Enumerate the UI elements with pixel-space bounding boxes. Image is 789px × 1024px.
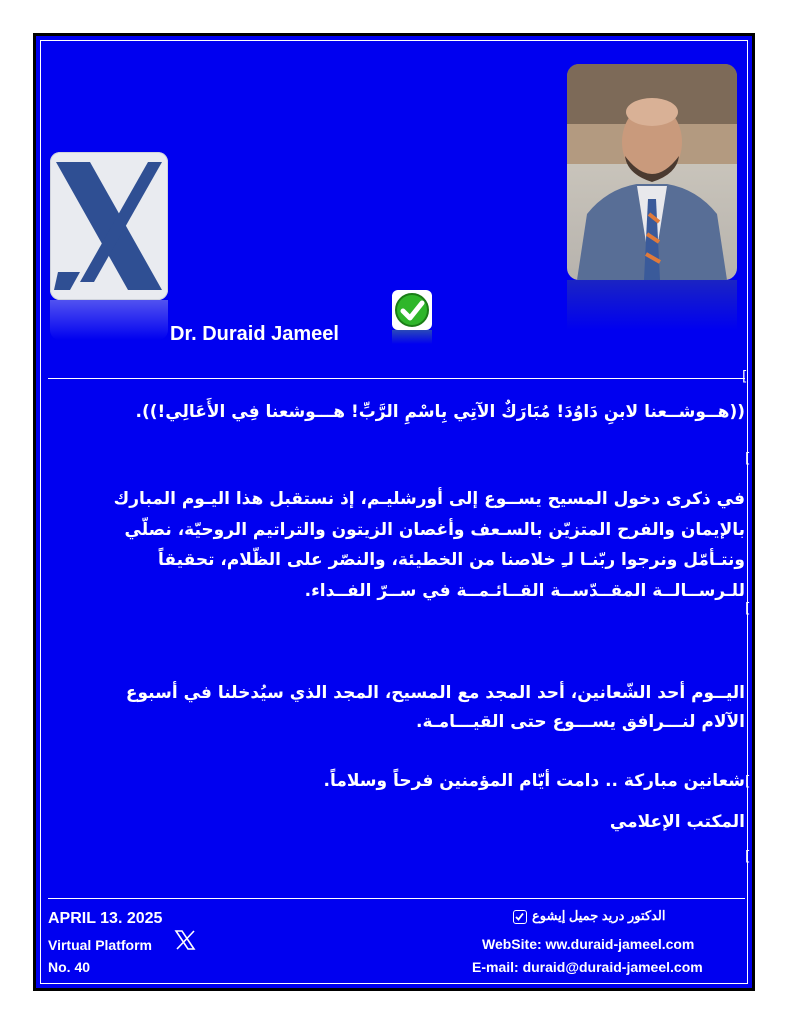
portrait-reflection xyxy=(567,280,737,330)
paragraph-line: في ذكرى دخول المسيح يســوع إلى أورشليـم، إذ نستقبل هذا اليـوم المبارك xyxy=(113,489,745,509)
paragraph-line: الآلام لنـــرافق يســـوع حتى القيـــامـة. xyxy=(416,712,745,732)
x-logo-reflection xyxy=(50,300,168,340)
marker-bracket: [ ] xyxy=(745,451,761,467)
bottom-divider xyxy=(48,898,745,899)
post-number: No. 40 xyxy=(48,959,91,975)
paragraph-2 xyxy=(45,679,745,737)
website-link[interactable]: WebSite: ww.duraid-jameel.com xyxy=(482,936,695,952)
post-date: APRIL 13. 2025 xyxy=(48,910,163,927)
paragraph-line: ونتـأمّل ونرجوا ربّنـا لـِ خلاصنا من الخطيئة، والنصّر على الظّلام، تحقيقاً xyxy=(158,550,745,570)
top-divider xyxy=(48,378,745,379)
paragraph-line: اليــوم أحد الشّعانين، أحد المجد مع المسيح، المجد الذي سيُدخلنا في أسبوع xyxy=(125,683,745,703)
paragraph-line: للـرســالــة المقــدّســة القــائـمــة في ســرّ الفــداء. xyxy=(304,580,745,601)
paragraph-1 xyxy=(45,484,745,606)
author-arabic-name: الدكتور دريد جميل إيشوع xyxy=(532,908,666,923)
checkbox-icon xyxy=(513,910,527,924)
greeting-text: شعانين مباركة .. دامت أيّام المؤمنين فرحاً وسلاماً. xyxy=(323,771,745,791)
x-logo-icon xyxy=(50,152,168,300)
marker-bracket: [ xyxy=(745,601,751,617)
quote-text: ((هــوشــعنا لابنِ دَاوُدَ! مُبَارَكٌ الآتِي بِاسْمِ الرَّبِّ! هـــوشعنا فِي الأَعَالِي!)). xyxy=(135,402,745,422)
paragraph-line: بالإيمان والفرح المتزيّن بالسـعف وأغصان الزيتون والتراتيم الروحيّة، نصلّي xyxy=(124,519,745,540)
email-link[interactable]: E-mail: duraid@duraid-jameel.com xyxy=(472,959,703,975)
portrait-photo xyxy=(567,64,737,280)
profile-name: Dr. Duraid Jameel xyxy=(170,323,339,345)
marker-bracket: [ ] xyxy=(745,849,761,865)
marker-bracket: [ xyxy=(745,774,751,790)
media-office-signature: المكتب الإعلامي xyxy=(609,812,745,832)
x-small-icon xyxy=(174,929,196,951)
platform-label: Virtual Platform xyxy=(48,937,152,953)
marker-bracket: [ xyxy=(742,369,748,385)
